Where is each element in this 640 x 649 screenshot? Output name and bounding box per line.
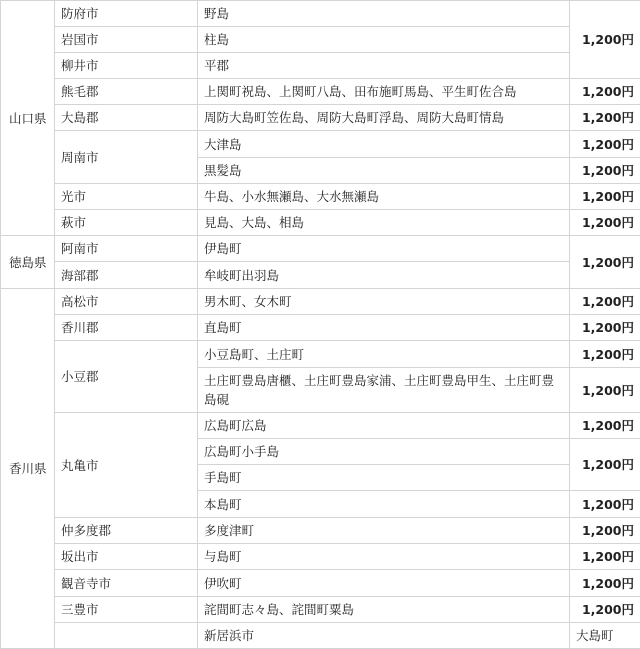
area-cell: 伊吹町 xyxy=(198,570,570,597)
table-row xyxy=(1,544,640,570)
area-cell: 与島町 xyxy=(198,544,570,570)
city-cell: 海部郡 xyxy=(55,262,198,289)
area-cell: 手島町 xyxy=(198,465,570,491)
table-row xyxy=(1,131,640,158)
area-cell: 男木町、女木町 xyxy=(198,289,570,315)
table-row xyxy=(1,623,640,649)
price-cell: 1,200円 xyxy=(570,439,640,491)
table-row xyxy=(1,79,640,105)
area-cell: 土庄町豊島唐櫃、土庄町豊島家浦、土庄町豊島甲生、土庄町豊島硯 xyxy=(198,368,570,413)
price-cell: 1,200円 xyxy=(570,368,640,413)
city-cell: 新居浜市 xyxy=(198,623,570,649)
table-row xyxy=(1,413,640,439)
area-cell: 広島町広島 xyxy=(198,413,570,439)
city-cell: 熊毛郡 xyxy=(55,79,198,105)
price-cell: 1,200円 xyxy=(570,158,640,184)
city-cell: 坂出市 xyxy=(55,544,198,570)
price-cell: 1,200円 xyxy=(570,518,640,544)
table-row xyxy=(1,53,640,79)
city-cell: 小豆郡 xyxy=(55,341,198,413)
city-cell: 防府市 xyxy=(55,1,198,27)
price-cell: 1,200円 xyxy=(570,315,640,341)
city-cell: 柳井市 xyxy=(55,53,198,79)
table-row xyxy=(1,184,640,210)
rate-table-body xyxy=(1,1,640,649)
area-cell: 大島町 xyxy=(570,623,640,649)
area-cell: 小豆島町、土庄町 xyxy=(198,341,570,368)
area-cell: 牟岐町出羽島 xyxy=(198,262,570,289)
table-row xyxy=(1,236,640,262)
city-cell: 阿南市 xyxy=(55,236,198,262)
price-cell: 1,200円 xyxy=(570,79,640,105)
area-cell: 野島 xyxy=(198,1,570,27)
price-cell: 1,200円 xyxy=(570,184,640,210)
table-row xyxy=(1,518,640,544)
price-cell: 1,200円 xyxy=(570,341,640,368)
area-cell: 見島、大島、相島 xyxy=(198,210,570,236)
area-cell: 広島町小手島 xyxy=(198,439,570,465)
city-cell: 観音寺市 xyxy=(55,570,198,597)
area-cell: 詫間町志々島、詫間町粟島 xyxy=(198,597,570,623)
prefecture-cell: 徳島県 xyxy=(1,236,55,289)
prefecture-cell xyxy=(55,623,198,649)
area-cell: 黒髪島 xyxy=(198,158,570,184)
area-cell: 平郡 xyxy=(198,53,570,79)
price-cell: 1,200円 xyxy=(570,210,640,236)
price-cell: 1,200円 xyxy=(570,413,640,439)
area-cell: 直島町 xyxy=(198,315,570,341)
price-cell: 1,200円 xyxy=(570,544,640,570)
price-cell: 1,200円 xyxy=(570,131,640,158)
area-cell: 上関町祝島、上関町八島、田布施町馬島、平生町佐合島 xyxy=(198,79,570,105)
price-cell: 1,200円 xyxy=(570,1,640,79)
area-cell: 周防大島町笠佐島、周防大島町浮島、周防大島町情島 xyxy=(198,105,570,131)
area-cell: 牛島、小水無瀬島、大水無瀬島 xyxy=(198,184,570,210)
city-cell: 三豊市 xyxy=(55,597,198,623)
table-row xyxy=(1,597,640,623)
city-cell: 萩市 xyxy=(55,210,198,236)
city-cell: 周南市 xyxy=(55,131,198,184)
city-cell: 高松市 xyxy=(55,289,198,315)
table-row xyxy=(1,105,640,131)
price-cell: 1,200円 xyxy=(570,570,640,597)
city-cell: 仲多度郡 xyxy=(55,518,198,544)
table-row xyxy=(1,1,640,27)
price-cell: 1,200円 xyxy=(570,491,640,518)
table-row xyxy=(1,570,640,597)
table-row xyxy=(1,315,640,341)
price-cell: 1,200円 xyxy=(570,289,640,315)
table-row xyxy=(1,210,640,236)
price-cell: 1,200円 xyxy=(570,597,640,623)
city-cell: 香川郡 xyxy=(55,315,198,341)
prefecture-cell: 香川県 xyxy=(1,289,55,649)
area-cell: 多度津町 xyxy=(198,518,570,544)
city-cell: 光市 xyxy=(55,184,198,210)
city-cell: 岩国市 xyxy=(55,27,198,53)
table-row xyxy=(1,289,640,315)
table-row xyxy=(1,262,640,289)
area-cell: 伊島町 xyxy=(198,236,570,262)
table-row xyxy=(1,27,640,53)
area-cell: 柱島 xyxy=(198,27,570,53)
table-row xyxy=(1,341,640,368)
city-cell: 丸亀市 xyxy=(55,413,198,518)
prefecture-cell: 山口県 xyxy=(1,1,55,236)
city-cell: 大島郡 xyxy=(55,105,198,131)
area-cell: 本島町 xyxy=(198,491,570,518)
area-cell: 大津島 xyxy=(198,131,570,158)
price-cell: 1,200円 xyxy=(570,236,640,289)
price-cell: 1,200円 xyxy=(570,105,640,131)
